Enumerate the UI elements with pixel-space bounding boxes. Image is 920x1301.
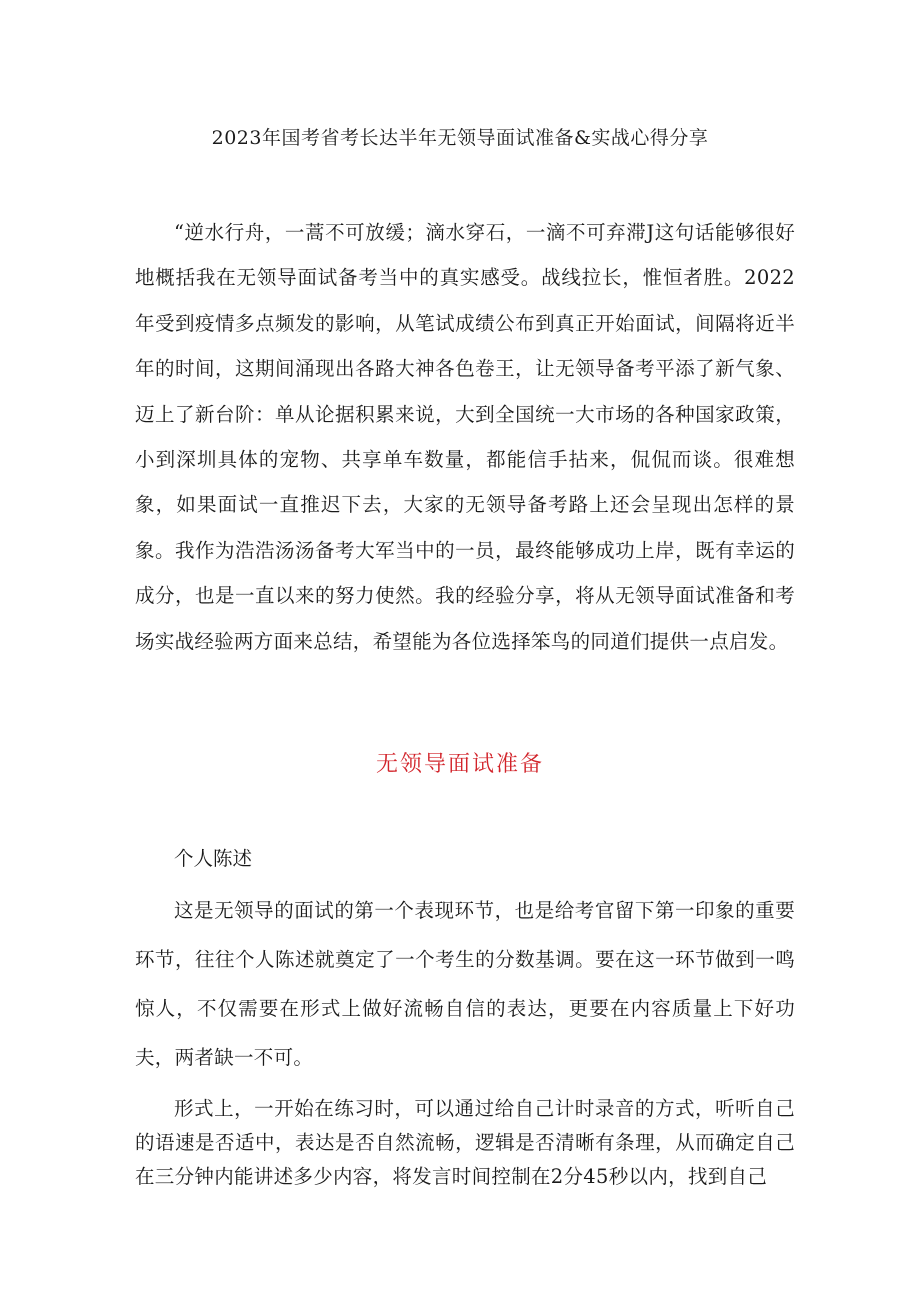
paragraph-personal-statement: 这是无领导的面试的第一个表现环节，也是给考官留下第一印象的重要环节，往往个人陈述就奠定了一个考生的分数基调。要在这一环节做到一鸣惊人，不仅需要在形式上做好流畅自信的表达，更要在内容质量上下好功夫，两者缺一不可。	[135, 899, 795, 1069]
intro-paragraph: “逆水行舟，一蒿不可放缓；滴水穿石，一滴不可弃滞J这句话能够很好地概括我在无领导面试备考当中的真实感受。战线拉长，惟恒者胜。2022年受到疫情多点频发的影响，从笔试成绩公布到真正开始面试，间隔将近半年的时间，这期间涌现出各路大神各色卷王，让无领导备考平添了新气象、迈上了新台阶：单从论据积累来说，大到全国统一大市场的各种国家政策，小到深圳具体的宠物、共享单车数量，都能信手拈来，侃侃而谈。很难想象，如果面试一直推迟下去，大家的无领导备考路上还会呈现出怎样的景象。我作为浩浩汤汤备考大军当中的一员，最终能够成功上岸，既有幸运的成分，也是一直以来的努力使然。我的经验分享，将从无领导面试准备和考场实战经验两方面来总结，希望能为各位选择笨鸟的同道们提供一点启发。	[135, 221, 795, 653]
section-heading: 无领导面试准备	[375, 752, 544, 777]
paragraph-form: 形式上，一开始在练习时，可以通过给自己计时录音的方式，听听自己的语速是否适中，表达是否自然流畅，逻辑是否清晰有条理，从而确定自己在三分钟内能讲述多少内容，将发言时间控制在2分45秒以内，找到自己	[135, 1097, 795, 1188]
document-title: 2023年国考省考长达半年无领导面试准备&实战心得分享	[211, 127, 709, 149]
subheading-personal-statement: 个人陈述	[174, 847, 253, 870]
